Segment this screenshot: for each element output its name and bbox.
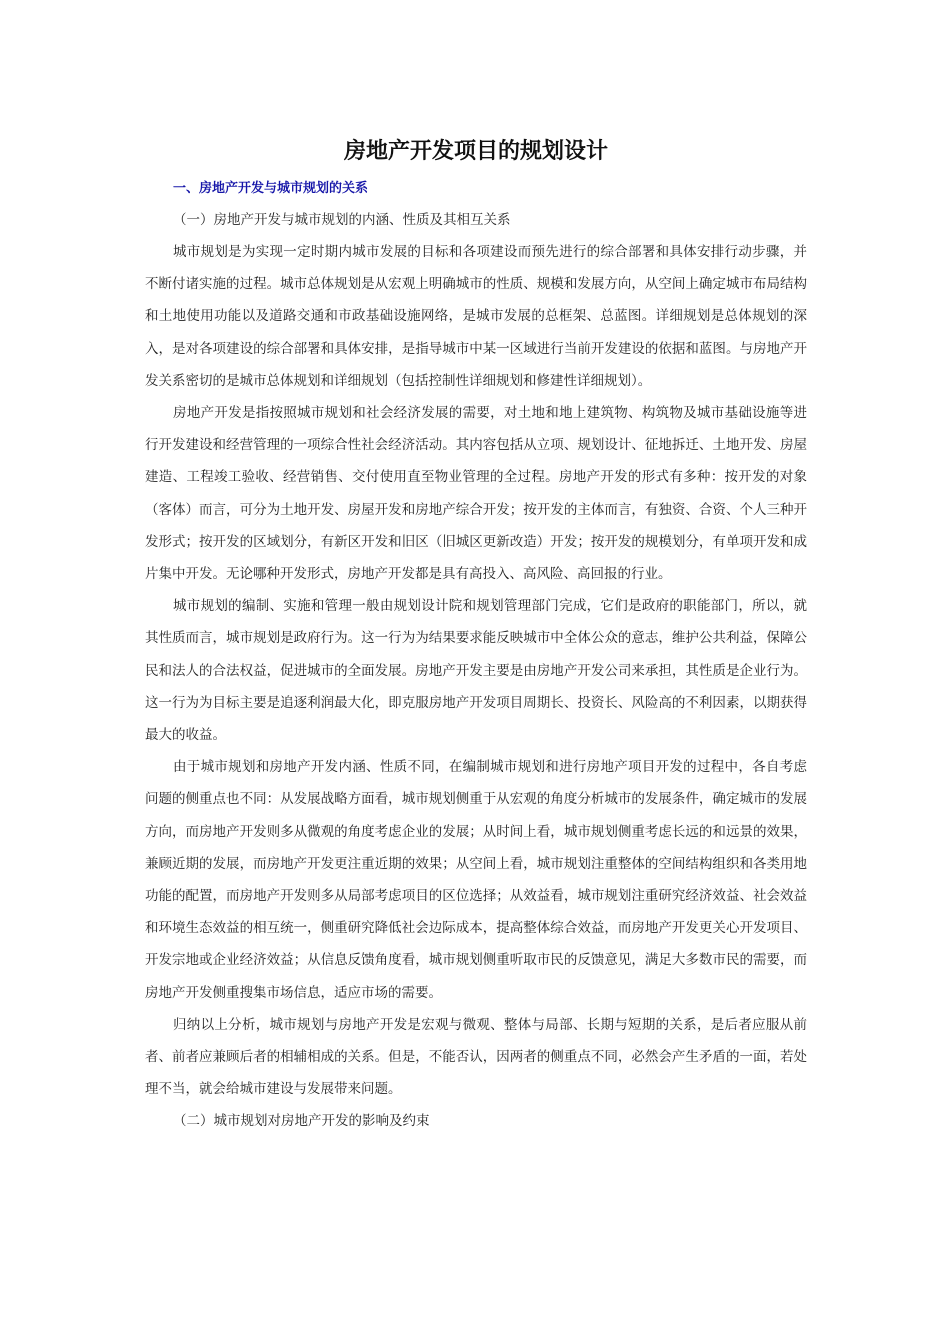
document-page — [145, 132, 807, 1137]
paragraph-real-estate-development: 房地产开发是指按照城市规划和社会经济发展的需要，对土地和地上建筑物、构筑物及城市基础设施等进行开发建设和经营管理的一项综合性社会经济活动。其内容包括从立项、规划设计、征地拆迁、土地开发、房屋建造、工程竣工验收、经营销售、交付使用直至物业管理的全过程。房地产开发的形式有多种：按开发的对象（客体）而言，可分为土地开发、房屋开发和房地产综合开发；按开发的主体而言，有独资、合资、个人三种开发形式；按开发的区域划分，有新区开发和旧区（旧城区更新改造）开发；按开发的规模划分，有单项开发和成片集中开发。无论哪种开发形式，房地产开发都是具有高投入、高风险、高回报的行业。 — [145, 405, 807, 583]
subsection-heading-1: （一）房地产开发与城市规划的内涵、性质及其相互关系 — [173, 212, 511, 228]
paragraph-urban-planning: 城市规划是为实现一定时期内城市发展的目标和各项建设而预先进行的综合部署和具体安排行动步骤，并不断付诸实施的过程。城市总体规划是从宏观上明确城市的性质、规模和发展方向，从空间上确定城市布局结构和土地使用功能以及道路交通和市政基础设施网络，是城市发展的总框架、总蓝图。详细规划是总体规划的深入，是对各项建设的综合部署和具体安排，是指导城市中某一区域进行当前开发建设的依据和蓝图。与房地产开发关系密切的是城市总体规划和详细规划（包括控制性详细规划和修建性详细规划）。 — [145, 244, 807, 389]
section-heading-1: 一、房地产开发与城市规划的关系 — [173, 181, 369, 196]
paragraph-summary: 归纳以上分析，城市规划与房地产开发是宏观与微观、整体与局部、长期与短期的关系，是后者应服从前者、前者应兼顾后者的相辅相成的关系。但是，不能否认，因两者的侧重点不同，必然会产生矛盾的一面，若处理不当，就会给城市建设与发展带来问题。 — [145, 1016, 807, 1098]
paragraph-government-vs-enterprise: 城市规划的编制、实施和管理一般由规划设计院和规划管理部门完成，它们是政府的职能部门，所以，就其性质而言，城市规划是政府行为。这一行为为结果要求能反映城市中全体公众的意志，维护公共利益，保障公民和法人的合法权益，促进城市的全面发展。房地产开发主要是由房地产开发公司来承担，其性质是企业行为。这一行为为目标主要是追逐利润最大化，即克服房地产开发项目周期长、投资长、风险高的不利因素，以期获得最大的收益。 — [145, 598, 807, 744]
paragraph-differing-focus: 由于城市规划和房地产开发内涵、性质不同，在编制城市规划和进行房地产项目开发的过程中，各自考虑问题的侧重点也不同：从发展战略方面看，城市规划侧重于从宏观的角度分析城市的发展条件，确定城市的发展方向，而房地产开发则多从微观的角度考虑企业的发展；从时间上看，城市规划侧重考虑长远的和远景的效果，兼顾近期的发展，而房地产开发更注重近期的效果；从空间上看，城市规划注重整体的空间结构组织和各类用地功能的配置，而房地产开发则多从局部考虑项目的区位选择；从效益看，城市规划注重研究经济效益、社会效益和环境生态效益的相互统一，侧重研究降低社会边际成本，提高整体综合效益，而房地产开发更关心开发项目、开发宗地或企业经济效益；从信息反馈角度看，城市规划侧重听取市民的反馈意见，满足大多数市民的需要，而房地产开发侧重搜集市场信息，适应市场的需要。 — [145, 759, 807, 1001]
subsection-heading-2: （二）城市规划对房地产开发的影响及约束 — [173, 1113, 430, 1130]
document-title: 房地产开发项目的规划设计 — [343, 139, 608, 164]
